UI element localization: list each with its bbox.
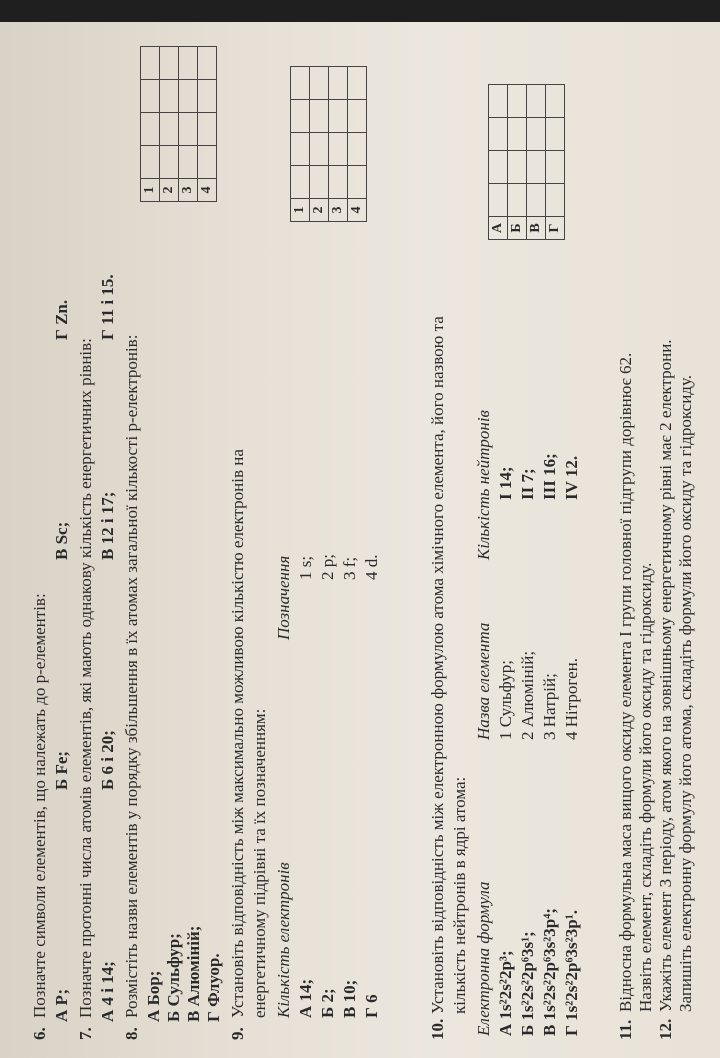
q9-grid-cell[interactable] [310,166,329,199]
q10-name-2: 2 Алюміній; [518,650,537,740]
worksheet-page [28,30,695,1040]
q11-number: 11. [616,1019,635,1040]
q10-grid-cell[interactable] [489,151,508,184]
q9-right-2: 2 p; [318,554,337,580]
q8-grid-label: 3 [179,179,198,202]
q10-grid-cell[interactable] [527,151,546,184]
q8-answer-grid [140,46,217,202]
q9-grid-cell[interactable] [310,67,329,100]
q12-line2: Запишіть електронну формулу його атома, складіть формули його оксиду та гідроксиду. [676,374,695,1012]
q10-line1: Установіть відповідність між електронною формулою атома хімічного елемента, його назвою та [428,316,447,1014]
q10-grid-cell[interactable] [546,184,565,217]
q8-grid-cell[interactable] [141,146,160,179]
q9-grid-cell[interactable] [329,133,348,166]
q9-grid-label: 1 [291,199,310,222]
q9-left-b: Б 2; [318,988,337,1018]
q10-grid-cell[interactable] [508,118,527,151]
q9-left-c: В 10; [340,979,359,1018]
q8-grid-cell[interactable] [198,47,217,80]
q6-number: 6. [30,1027,49,1040]
q7-text: Позначте протонні числа атомів елементів, які мають однакову кількість енергетичних рівнів: [76,338,95,1018]
q9-grid-cell[interactable] [348,166,367,199]
q10-grid-cell[interactable] [546,118,565,151]
q9-grid-cell[interactable] [329,100,348,133]
q9-line2: енергетичному підрівні та їх позначенням: [250,708,269,1018]
q9-grid-cell[interactable] [310,100,329,133]
q10-grid-cell[interactable] [527,184,546,217]
q10-neutrons-2: ІІ 7; [518,468,537,500]
q10-grid-cell[interactable] [489,85,508,118]
q8-option-c: В Алюміній; [184,925,203,1022]
q8-grid-cell[interactable] [160,146,179,179]
q10-formula-b: Б 1s²2s²2p⁶3s¹; [518,931,537,1036]
q10-name-3: 3 Натрій; [540,673,559,740]
q9-grid-cell[interactable] [348,100,367,133]
q9-col1-header: Кількість електронів [274,862,293,1018]
q10-col3-header: Кількість нейтронів [474,410,493,560]
q10-neutrons-1: І 14; [496,466,515,500]
q8-text: Розмістіть назви елементів у порядку збільшення в їх атомах загальної кількості р-електронів: [122,334,141,1018]
q12-line1: Укажіть елемент 3 періоду, атом якого на зовнішньому енергетичному рівні має 2 електрони. [656,339,675,1012]
q8-grid-cell[interactable] [141,113,160,146]
q10-grid-cell[interactable] [508,85,527,118]
q8-option-d: Г Флуор. [204,953,223,1022]
q8-grid-label: 4 [198,179,217,202]
q8-grid-cell[interactable] [198,80,217,113]
q8-grid-cell[interactable] [160,113,179,146]
q8-grid-cell[interactable] [198,113,217,146]
q8-grid-cell[interactable] [160,47,179,80]
q9-grid-cell[interactable] [329,166,348,199]
q10-name-1: 1 Сульфур; [496,660,515,740]
q9-col2-header: Позначення [274,555,293,640]
q10-grid-cell[interactable] [527,85,546,118]
q10-grid-cell[interactable] [489,184,508,217]
q10-grid-cell[interactable] [546,85,565,118]
q11-line1: Відносна формульна маса вищого оксиду елемента І групи головної підгрупи дорівнює 62. [616,352,635,1012]
q8-grid-cell[interactable] [179,146,198,179]
q10-grid-cell[interactable] [546,151,565,184]
q10-grid-label: Б [508,217,527,240]
q10-grid-label: А [489,217,508,240]
q11-line2: Назвіть елемент, складіть формули його оксиду та гідроксиду. [636,562,655,1012]
q9-left-a: А 14; [296,978,315,1018]
q9-grid-cell[interactable] [348,67,367,100]
q10-grid-cell[interactable] [508,151,527,184]
q12-number: 12. [656,1018,675,1040]
q8-grid-cell[interactable] [179,80,198,113]
q9-grid-cell[interactable] [310,133,329,166]
q9-line1: Установіть відповідність між максимально можливою кількістю електронів на [228,449,247,1018]
q8-grid-cell[interactable] [141,80,160,113]
q9-grid-label: 2 [310,199,329,222]
q7-option-c: В 12 і 17; [98,491,117,560]
q10-grid-cell[interactable] [508,184,527,217]
q8-grid-cell[interactable] [179,47,198,80]
q9-right-4: 4 d. [362,554,381,580]
q9-grid-cell[interactable] [348,133,367,166]
q9-grid-cell[interactable] [291,67,310,100]
q10-col1-header: Електронна формула [474,881,493,1036]
q7-number: 7. [76,1027,95,1040]
q6-option-a: А Р; [52,988,71,1022]
q6-option-d: Г Zn. [52,299,71,340]
q8-grid-cell[interactable] [198,146,217,179]
q8-grid-label: 1 [141,179,160,202]
q9-grid-cell[interactable] [291,166,310,199]
q9-right-1: 1 s; [296,555,315,580]
q8-grid-label: 2 [160,179,179,202]
q9-grid-label: 4 [348,199,367,222]
q10-line2: кількість нейтронів в ядрі атома: [450,776,469,1014]
q10-grid-label: Г [546,217,565,240]
q8-grid-cell[interactable] [179,113,198,146]
q10-formula-c: В 1s²2s²2p⁶3s²3p⁴; [540,908,559,1036]
q8-option-a: А Бор; [144,970,163,1022]
q10-neutrons-4: IV 12. [562,455,581,500]
q7-option-d: Г 11 і 15. [98,274,117,340]
q8-grid-cell[interactable] [160,80,179,113]
q10-grid-label: В [527,217,546,240]
q10-formula-d: Г 1s²2s²2p⁶3s²3p¹. [562,909,581,1036]
q8-option-b: Б Сульфур; [164,933,183,1022]
q9-grid-cell[interactable] [291,133,310,166]
q7-option-b: Б 6 і 20; [98,730,117,790]
q9-left-d: Г 6 [362,994,381,1018]
q10-grid-cell[interactable] [489,118,508,151]
q10-number: 10. [428,1018,447,1040]
q9-right-3: 3 f; [340,556,359,580]
q8-grid-cell[interactable] [141,47,160,80]
q10-grid-cell[interactable] [527,118,546,151]
q9-grid-cell[interactable] [291,100,310,133]
q10-neutrons-3: ІІІ 16; [540,453,559,500]
q9-answer-grid [290,66,367,222]
q10-answer-grid [488,84,565,240]
q10-formula-a: А 1s²2s²2p³; [496,950,515,1036]
q6-option-c: В Sc; [52,521,71,560]
q7-option-a: А 4 і 14; [98,961,117,1022]
dark-top-edge [0,0,720,22]
q6-option-b: Б Fe; [52,750,71,790]
q6-text: Позначте символи елементів, що належать до р-елементів: [30,593,49,1018]
q8-number: 8. [122,1027,141,1040]
q9-grid-cell[interactable] [329,67,348,100]
q9-number: 9. [228,1027,247,1040]
q10-name-4: 4 Нітроген. [562,657,581,740]
q9-grid-label: 3 [329,199,348,222]
q10-col2-header: Назва елемента [474,622,493,740]
